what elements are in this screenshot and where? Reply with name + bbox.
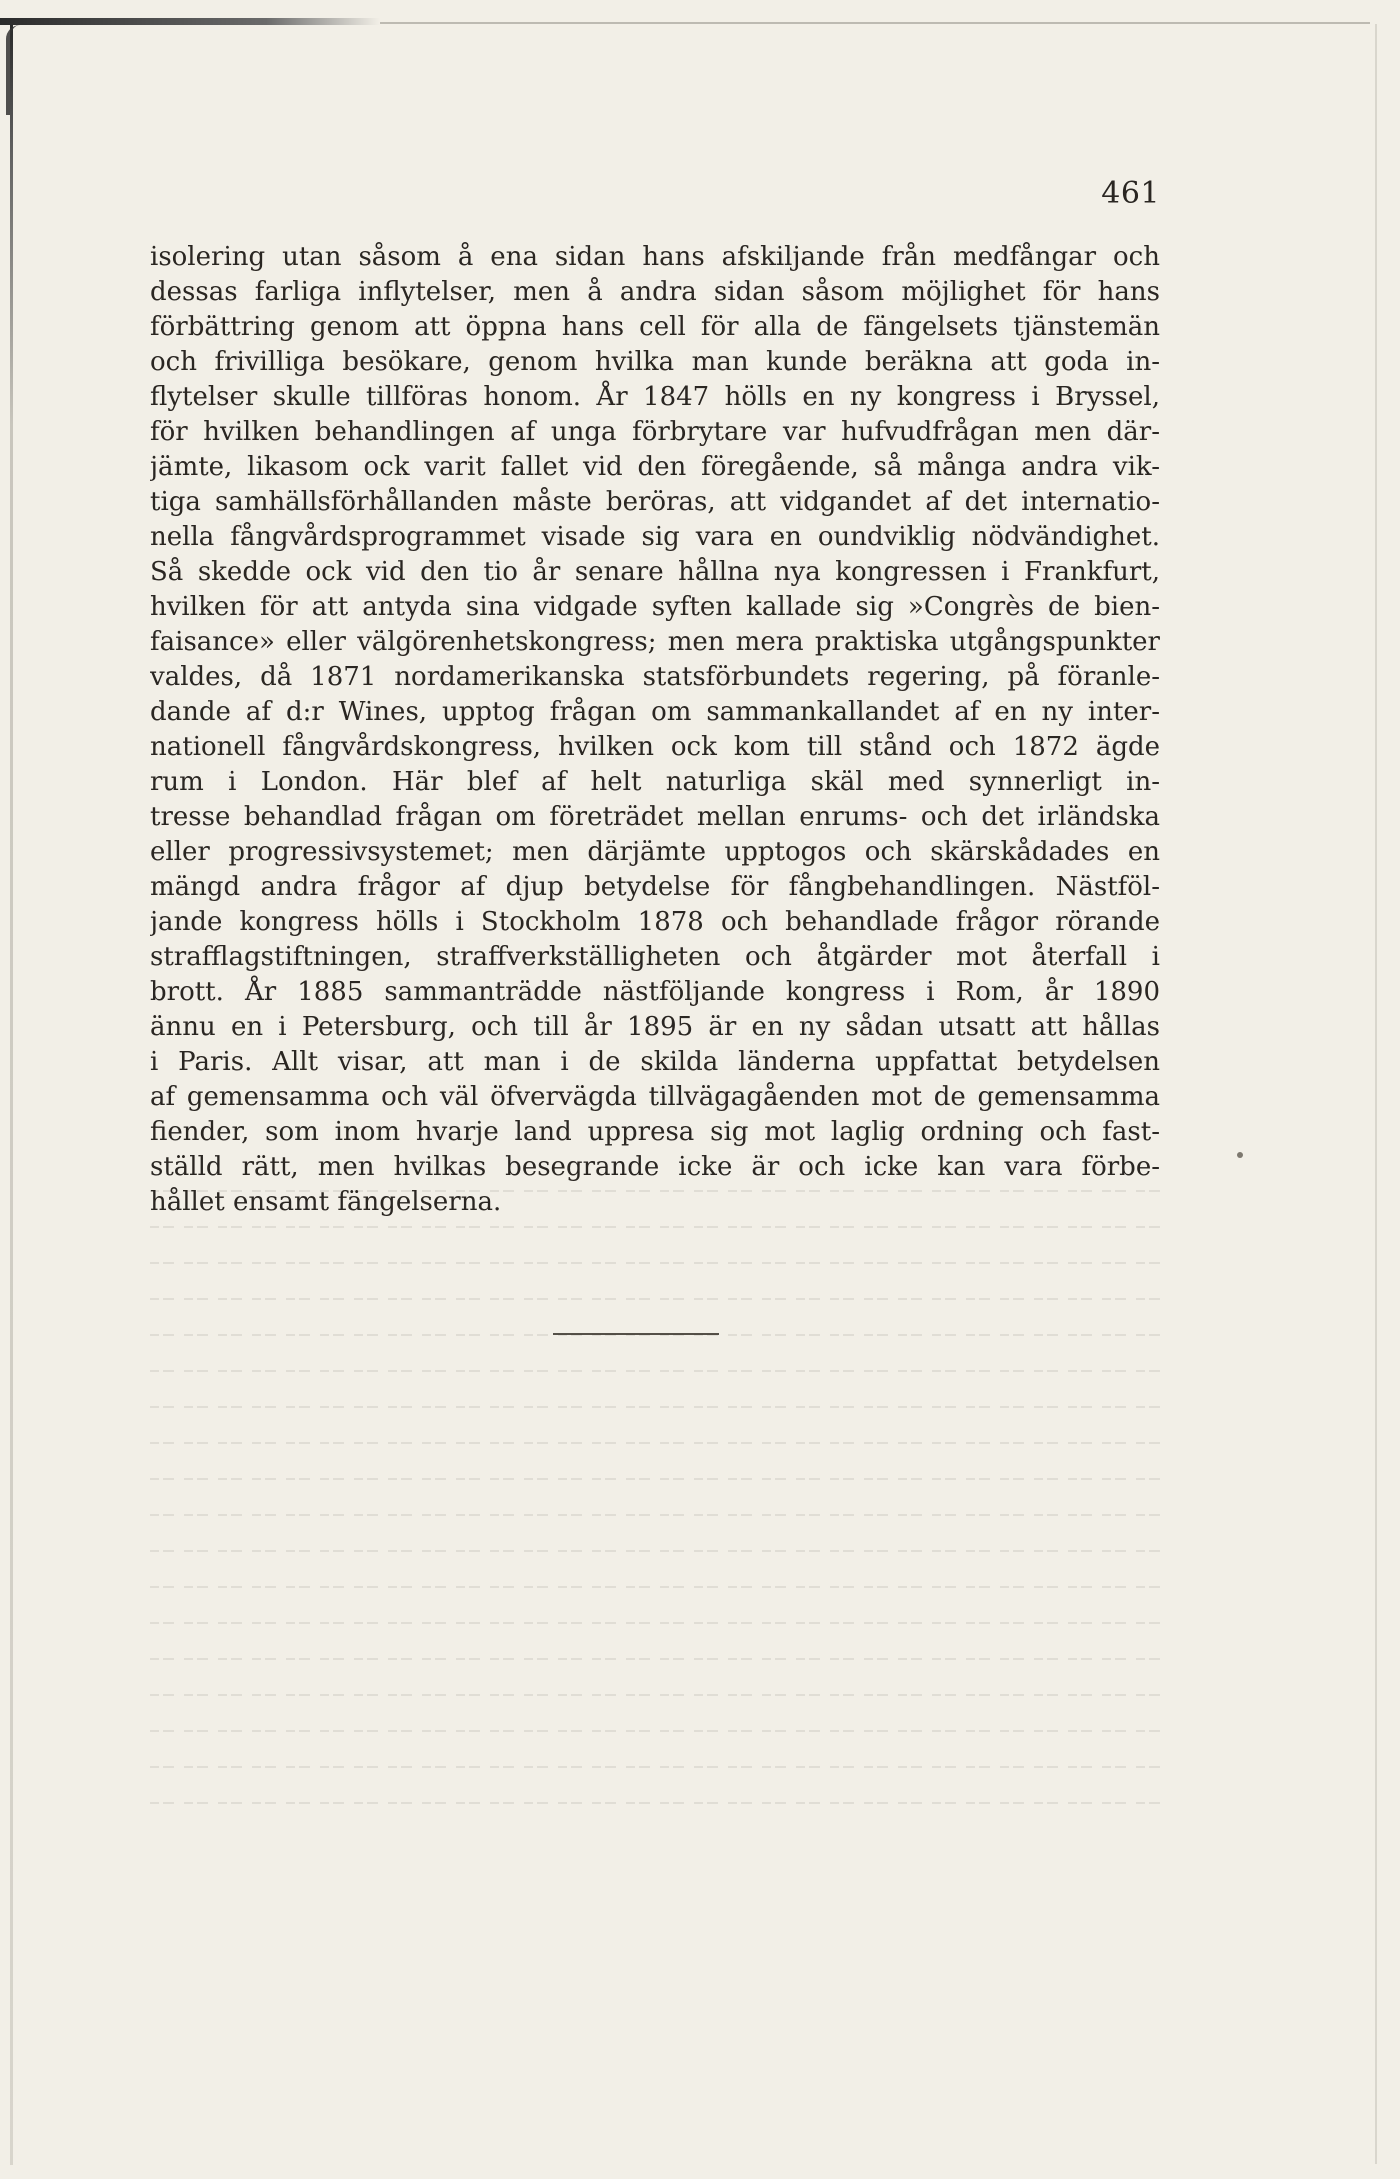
ghost-line — [150, 1432, 1160, 1468]
text-line: isolering utan såsom å ena sidan hans afskiljande från medfångar och — [150, 242, 1160, 272]
page-number: 461 — [1101, 176, 1160, 211]
text-line: dessas farliga inflytelser, men å andra sidan såsom möjlighet för hans — [150, 277, 1160, 307]
ghost-line — [150, 1324, 1160, 1360]
text-line: ställd rätt, men hvilkas besegrande icke är och icke kan vara förbe- — [150, 1152, 1160, 1182]
ghost-line — [150, 1540, 1160, 1576]
ghost-line — [150, 1216, 1160, 1252]
text-line: af gemensamma och väl öfvervägda tillvägagåenden mot de gemensamma — [150, 1082, 1160, 1112]
ink-speck — [1237, 1152, 1243, 1158]
text-line: tresse behandlad frågan om företrädet mellan enrums- och det irländska — [150, 802, 1160, 832]
text-line: hållet ensamt fängelserna. — [150, 1187, 502, 1217]
text-line: eller progressivsystemet; men därjämte upptogos och skärskådades en — [150, 837, 1160, 867]
ghost-line — [150, 1612, 1160, 1648]
ghost-line — [150, 1468, 1160, 1504]
text-line: fiender, som inom hvarje land uppresa sig mot laglig ordning och fast- — [150, 1117, 1160, 1147]
scan-shadow-top — [0, 18, 380, 25]
ghost-line — [150, 1504, 1160, 1540]
text-line: Så skedde ock vid den tio år senare hållna nya kongressen i Frankfurt, — [150, 557, 1160, 587]
body-text — [150, 240, 1160, 1220]
ghost-line — [150, 1252, 1160, 1288]
text-line: nationell fångvårdskongress, hvilken ock kom till stånd och 1872 ägde — [150, 732, 1160, 762]
text-line: faisance» eller välgörenhetskongress; men mera praktiska utgångspunkter — [150, 627, 1160, 657]
ghost-line — [150, 1648, 1160, 1684]
text-line: tiga samhällsförhållanden måste beröras, att vidgandet af det internatio- — [150, 487, 1160, 517]
text-line: mängd andra frågor af djup betydelse för fångbehandlingen. Nästföl- — [150, 872, 1160, 902]
page-left-edge — [10, 25, 13, 2165]
ghost-line — [150, 1792, 1160, 1828]
section-divider — [553, 1333, 719, 1335]
text-line: jämte, likasom ock varit fallet vid den föregående, så många andra vik- — [150, 452, 1160, 482]
text-line: för hvilken behandlingen af unga förbrytare var hufvudfrågan men där- — [150, 417, 1160, 447]
text-line: flytelser skulle tillföras honom. År 1847 hölls en ny kongress i Bryssel, — [150, 382, 1160, 412]
text-line: jande kongress hölls i Stockholm 1878 och behandlade frågor rörande — [150, 907, 1160, 937]
text-line: i Paris. Allt visar, att man i de skilda länderna uppfattat betydelsen — [150, 1047, 1160, 1077]
ghost-line — [150, 1576, 1160, 1612]
ghost-line — [150, 1288, 1160, 1324]
ghost-line — [150, 1756, 1160, 1792]
bleed-through-text — [150, 1180, 1160, 2140]
text-line: nella fångvårdsprogrammet visade sig vara en oundviklig nödvändighet. — [150, 522, 1160, 552]
text-line: hvilken för att antyda sina vidgade syften kallade sig »Congrès de bien- — [150, 592, 1160, 622]
text-line: förbättring genom att öppna hans cell för alla de fängelsets tjänstemän — [150, 312, 1160, 342]
page-right-edge — [1375, 24, 1377, 2164]
ghost-line — [150, 1396, 1160, 1432]
ghost-line — [150, 1684, 1160, 1720]
text-line: valdes, då 1871 nordamerikanska statsförbundets regering, på föranle- — [150, 662, 1160, 692]
text-line: strafflagstiftningen, straffverkställigheten och åtgärder mot återfall i — [150, 942, 1160, 972]
ghost-line — [150, 1360, 1160, 1396]
page-curl-shadow — [6, 25, 24, 115]
text-line: rum i London. Här blef af helt naturliga skäl med synnerligt in- — [150, 767, 1160, 797]
page-top-edge — [380, 22, 1370, 24]
text-line: och frivilliga besökare, genom hvilka man kunde beräkna att goda in- — [150, 347, 1160, 377]
ghost-line — [150, 1720, 1160, 1756]
text-line: brott. År 1885 sammanträdde nästföljande kongress i Rom, år 1890 — [150, 977, 1160, 1007]
text-line: dande af d:r Wines, upptog frågan om sammankallandet af en ny inter- — [150, 697, 1160, 727]
text-line: ännu en i Petersburg, och till år 1895 är en ny sådan utsatt att hållas — [150, 1012, 1160, 1042]
